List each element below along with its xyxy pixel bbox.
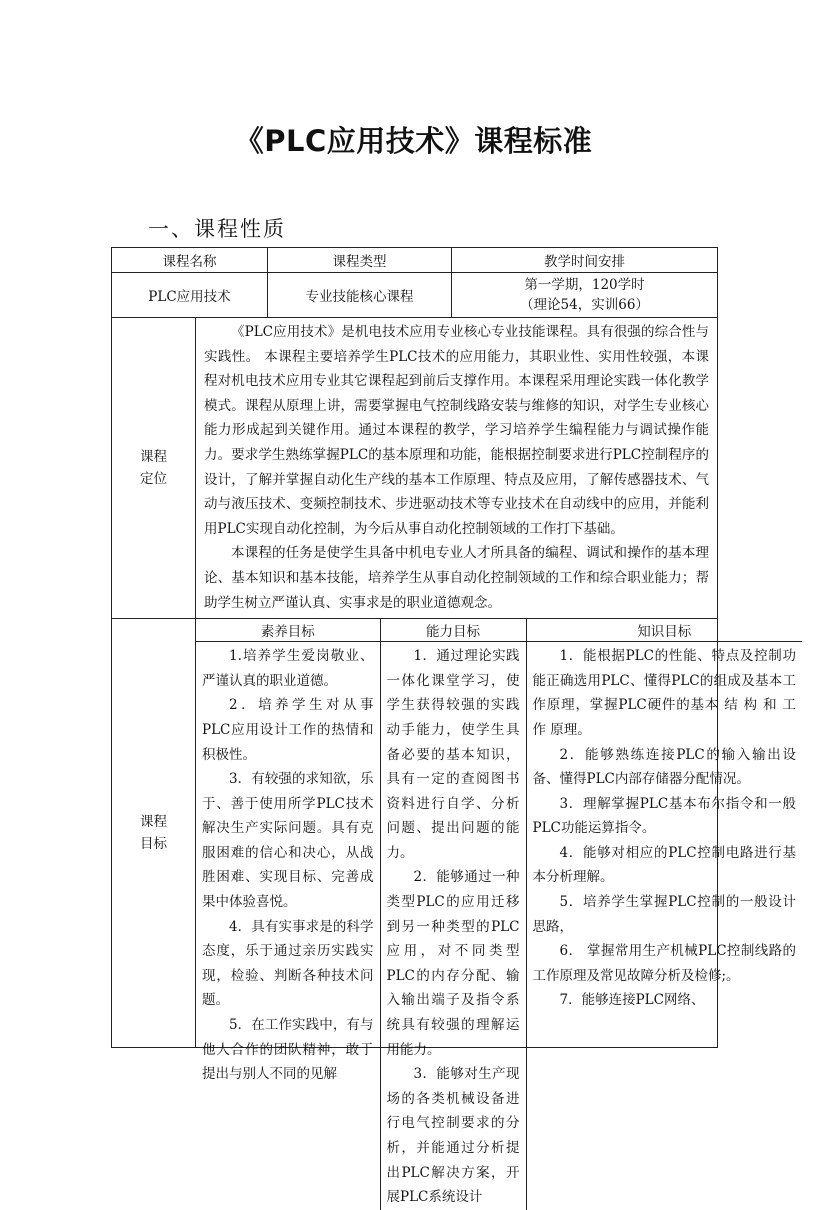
info-row: [112, 273, 718, 318]
knowledge-goal-item: 7．能够连接PLC网络、: [559, 992, 705, 1009]
knowledge-goal-item: 2．能够熟练连接PLC的输入输出设备、懂得PLC内部存储器分配情况。: [532, 746, 796, 788]
goals-label: [112, 619, 196, 1048]
positioning-paragraph: 本课程的任务是使学生具备中机电专业人才所具备的编程、调试和操作的基本理论、基本知识和基本技能，培养学生从事自动化控制领域的工作和综合职业能力；帮助学生树立严谨认真、实事求是的职业道德观念。: [204, 545, 709, 611]
positioning-row: [112, 318, 718, 619]
quality-goal-item: 3．有较强的求知欲，乐于、善于使用所学PLC技术解决生产实际问题。具有克服困难的信心和决心，从战胜困难、实现目标、完善成果中体验喜悦。: [202, 771, 374, 911]
schedule-cell: [452, 273, 718, 318]
positioning-text: [196, 318, 718, 619]
knowledge-goal-item: 4．能够对相应的PLC控制电路进行基本分析理解。: [532, 844, 796, 886]
course-name-cell: PLC应用技术: [112, 273, 268, 318]
goals-row: [112, 619, 718, 1048]
knowledge-goal-item: 6． 掌握常用生产机械PLC控制线路的工作原理及常见故障分析及检修;。: [532, 943, 796, 984]
goals-container: [196, 619, 796, 1206]
knowledge-goals-cell: [526, 642, 802, 1210]
header-course-type: 课程类型: [268, 248, 452, 273]
ability-goal-item: 1．通过理论实践一体化课堂学习，使学生获得较强的实践动手能力，使学生具备必要的基本知识，具有一定的查阅图书资料进行自学、分析问题、提出问题的能力。: [386, 648, 520, 861]
goals-label-line-2: 目标: [140, 836, 167, 853]
positioning-label-line-2: 定位: [140, 471, 167, 488]
header-knowledge-goals: 知识目标: [526, 619, 802, 642]
course-type-cell: 专业技能核心课程: [268, 273, 452, 318]
ability-goals-cell: [380, 642, 526, 1210]
header-ability-goals: 能力目标: [380, 619, 526, 642]
quality-goal-item: 2．培养学生对从事PLC应用设计工作的热情和积极性。: [202, 697, 374, 763]
ability-goal-item: 3．能够对生产现场的各类机械设备进行电气控制要求的分析，并能通过分析提出PLC解决方案，开展PLC系统设计: [386, 1066, 520, 1206]
section-heading: 一、课程性质: [148, 217, 286, 241]
quality-goals-cell: [196, 642, 380, 1210]
header-course-name: 课程名称: [112, 248, 268, 273]
course-standard-table: [111, 247, 796, 1206]
knowledge-goal-item: 5．培养学生掌握PLC控制的一般设计思路，: [532, 894, 796, 935]
goals-table: [196, 619, 802, 1210]
positioning-label: [112, 318, 196, 619]
schedule-line-2: （理论54，实训66）: [520, 297, 649, 313]
knowledge-goal-item: 1．能根据PLC的性能、特点及控制功能正确选用PLC、懂得PLC的组成及基本工作原理，掌握PLC硬件的基本 结 构 和 工 作 原理。: [532, 648, 796, 738]
schedule-line-1: 第一学期，120学时: [524, 277, 645, 293]
header-quality-goals: 素养目标: [196, 619, 380, 642]
goals-label-line-1: 课程: [140, 814, 167, 831]
positioning-paragraph: 《PLC应用技术》是机电技术应用专业核心专业技能课程。具有很强的综合性与实践性。 本课程主要培养学生PLC技术的应用能力，其职业性、实用性较强，本课程对机电技术应用专业其它课程起到前后支撑作用。本课程采用理论实践一体化教学模式。课程从原理上讲，需要掌握电气控制线路安装与维修的知识，对学生专业核心能力形成起到关键作用。通过本课程的教学，学习培养学生编程能力与调试操作能力。要求学生熟练掌握PLC的基本原理和功能，能根据控制要求进行PLC控制程序的设计，了解并掌握自动化生产线的基本工作原理、特点及应用，了解传感器技术、气动与液压技术、变频控制技术、步进驱动技术等专业技术在自动线中的应用，并能利用PLC实现自动化控制，为今后从事自动化控制领域的工作打下基础。: [204, 324, 709, 537]
goals-header-row: [196, 619, 802, 642]
ability-goal-item: 2．能够通过一种类型PLC的应用迁移到另一种类型的PLC应用，对不同类型PLC的内存分配、输入输出端子及指令系统具有较强的理解运用能力。: [386, 869, 520, 1058]
quality-goal-item: 5．在工作实践中，有与他人合作的团队精神，敢于提出与别人不同的见解: [202, 1017, 374, 1083]
goals-content-row: [196, 642, 802, 1210]
header-row: [112, 248, 718, 273]
header-schedule: 教学时间安排: [452, 248, 718, 273]
knowledge-goal-item: 3．理解掌握PLC基本布尔指令和一般PLC功能运算指令。: [532, 795, 796, 837]
quality-goal-item: 1.培养学生爱岗敬业、严谨认真的职业道德。: [202, 648, 374, 689]
positioning-label-line-1: 课程: [140, 449, 167, 466]
quality-goal-item: 4．具有实事求是的科学态度，乐于通过亲历实践实现，检验、判断各种技术问题。: [202, 918, 374, 1009]
page-title: 《PLC应用技术》课程标准: [234, 124, 593, 158]
